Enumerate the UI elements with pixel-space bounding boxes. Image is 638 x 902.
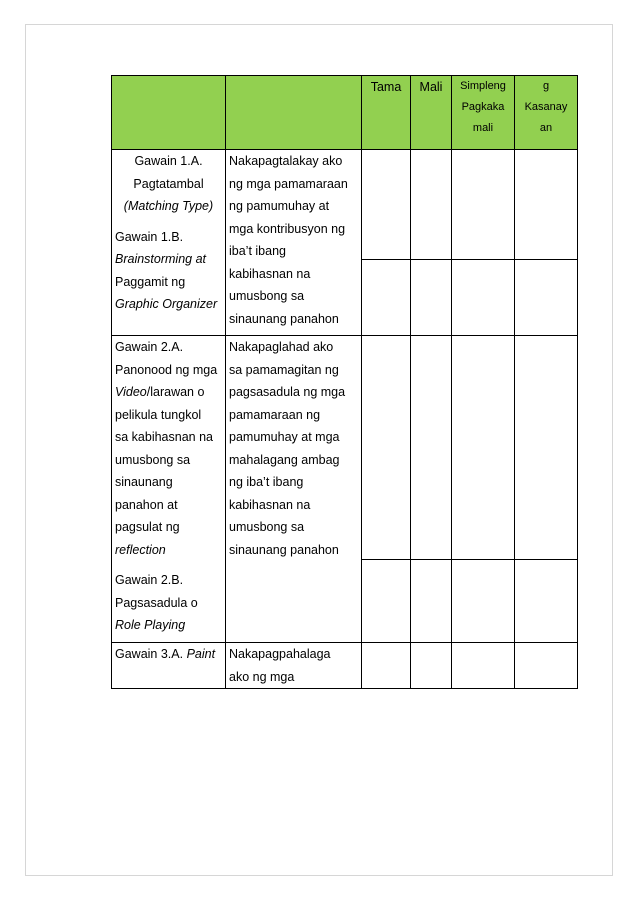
header-row (112, 76, 578, 150)
header-tama: Tama (362, 76, 411, 150)
checkbox-cell[interactable] (362, 150, 411, 260)
checkbox-cell[interactable] (362, 560, 411, 643)
checkbox-cell[interactable] (411, 150, 452, 260)
activity-cell-1 (112, 150, 226, 336)
header-blank-competency (226, 76, 362, 150)
header-mali: Mali (411, 76, 452, 150)
checkbox-cell[interactable] (411, 260, 452, 336)
checkbox-cell[interactable] (362, 336, 411, 560)
table-row (112, 336, 578, 560)
activity-cell-2 (112, 336, 226, 643)
checkbox-cell[interactable] (515, 643, 578, 689)
checkbox-cell[interactable] (452, 643, 515, 689)
competency-cell-2: Nakapaglahad ako sa pamamagitan ng pagsasadula ng mga pamamaraan ng pamumuhay at mga mahalagang ambag ng iba’t ibang kabihasnan na umusbong sa sinaunang panahon (226, 336, 362, 643)
activity-2b: Gawain 2.B. Pagsasadula o Role Playing (115, 573, 198, 632)
competency-cell-3: Nakapagpahalaga ako ng mga (226, 643, 362, 689)
competency-cell-1: Nakapagtalakay ako ng mga pamamaraan ng pamumuhay at mga kontribusyon ng iba’t ibang kabihasnan na umusbong sa sinaunang panahon (226, 150, 362, 336)
header-simpleng-pagkakamali: Simpleng Pagkaka mali (452, 76, 515, 150)
activity-cell-3: Gawain 3.A. Paint (112, 643, 226, 689)
activity-2a: Gawain 2.A. Panonood ng mga Video/larawan o pelikula tungkol sa kabihasnan na umusbong sa sinaunang panahon at pagsulat ng reflection (115, 340, 218, 557)
header-blank-activity (112, 76, 226, 150)
checkbox-cell[interactable] (362, 643, 411, 689)
checkbox-cell[interactable] (411, 336, 452, 560)
header-kasanayan: g Kasanay an (515, 76, 578, 150)
checkbox-cell[interactable] (515, 150, 578, 260)
checkbox-cell[interactable] (452, 336, 515, 560)
checkbox-cell[interactable] (452, 150, 515, 260)
checkbox-cell[interactable] (515, 336, 578, 560)
activity-1b: Gawain 1.B. Brainstorming at Paggamit ng Graphic Organizer (115, 229, 218, 311)
table-row (112, 150, 578, 260)
checkbox-cell[interactable] (362, 260, 411, 336)
checkbox-cell[interactable] (515, 260, 578, 336)
checkbox-cell[interactable] (411, 560, 452, 643)
checkbox-cell[interactable] (515, 560, 578, 643)
checkbox-cell[interactable] (411, 643, 452, 689)
activity-1a: Gawain 1.A. Pagtatambal (Matching Type) (123, 154, 214, 213)
checkbox-cell[interactable] (452, 260, 515, 336)
self-assessment-table (111, 75, 578, 689)
table-row (112, 643, 578, 689)
checkbox-cell[interactable] (452, 560, 515, 643)
